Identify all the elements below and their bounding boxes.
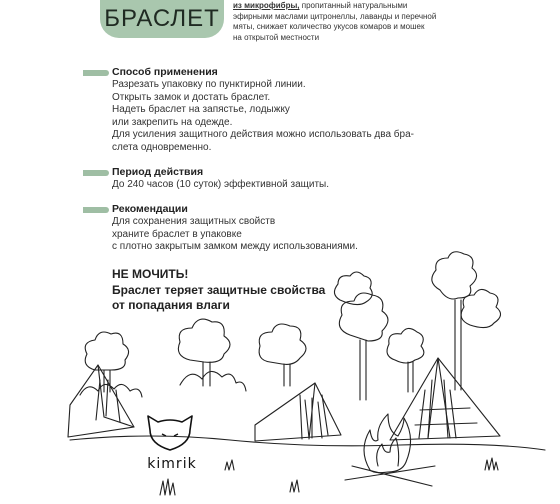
tent (68, 365, 134, 437)
body-line: До 240 часов (10 суток) эффективной защиты. (112, 179, 330, 190)
warning-line: от попадания влаги (112, 298, 230, 312)
tent (390, 358, 500, 440)
section-title: Способ применения (112, 66, 218, 78)
campfire-log (345, 466, 435, 486)
body-line: с плотно закрытым замком между использованиями. (112, 241, 358, 253)
tent-flap (428, 358, 450, 438)
tree-trunk (408, 362, 413, 392)
intro-bold: из микрофибры, (233, 1, 300, 10)
tent-hatch (305, 398, 322, 438)
body-line: Открыть замок и достать браслет. (112, 91, 271, 103)
body-line: Для сохранения защитных свойств (112, 216, 276, 227)
section-marker (83, 170, 109, 176)
tree (339, 293, 388, 341)
brand-logo (147, 416, 196, 472)
section-title: Период действия (112, 166, 204, 178)
ground-line (70, 436, 545, 450)
body-line: или закрепить на одежде. (112, 116, 233, 128)
body-line: Надеть браслет на запястье, лодыжку (112, 104, 290, 116)
tree-trunk (455, 300, 461, 390)
tent-hatch (96, 380, 120, 422)
intro-text (233, 1, 458, 43)
body-line: храните браслет в упаковке (112, 228, 242, 240)
section-body (112, 79, 414, 155)
tree (259, 324, 306, 364)
section-body (112, 179, 329, 192)
tent (255, 383, 341, 441)
tree (461, 289, 500, 327)
cat-head-icon (148, 416, 192, 450)
tree (85, 332, 128, 370)
intro-line-2: эфирными маслами цитронеллы, лаванды и перечной (233, 11, 437, 21)
tree (178, 319, 230, 362)
section-marker (83, 207, 109, 213)
warning-line: НЕ МОЧИТЬ! (112, 267, 189, 281)
section-marker (83, 70, 109, 76)
campfire-flame (377, 438, 399, 466)
warning-line: Браслет теряет защитные свойства (112, 282, 326, 297)
body-line: Разрезать упаковку по пунктирной линии. (112, 79, 306, 90)
tree-trunk (284, 364, 290, 386)
bush (180, 371, 246, 391)
tree-trunk (203, 362, 210, 386)
tent-flap (300, 383, 328, 439)
product-title: БРАСЛЕТ (104, 5, 220, 32)
tree (387, 328, 424, 363)
tent-flap (98, 365, 134, 427)
section-body (112, 216, 358, 254)
grass (290, 480, 299, 492)
intro-line-4: на открытой местности (233, 32, 320, 42)
section-title: Рекомендации (112, 203, 188, 215)
warning-text (112, 267, 325, 314)
grass (485, 458, 498, 470)
body-line: слета одновременно. (112, 141, 212, 153)
grass (160, 479, 175, 495)
title-badge (100, 0, 224, 38)
grass (225, 460, 234, 470)
tree-trunk (360, 340, 366, 400)
tree (334, 272, 372, 305)
tree (432, 252, 477, 299)
campfire-flame (364, 414, 411, 473)
brand-name: kimrik (147, 456, 197, 472)
tree-trunk (104, 370, 110, 392)
body-line: Для усиления защитного действия можно использовать два бра- (112, 129, 414, 141)
intro-line-3: мяты, снижает количество укусов комаров и мошек (233, 22, 425, 31)
bush (80, 384, 142, 397)
tent-hatch (415, 380, 477, 438)
intro-line-1: из микрофибры, пропитанный натуральными (233, 1, 408, 10)
